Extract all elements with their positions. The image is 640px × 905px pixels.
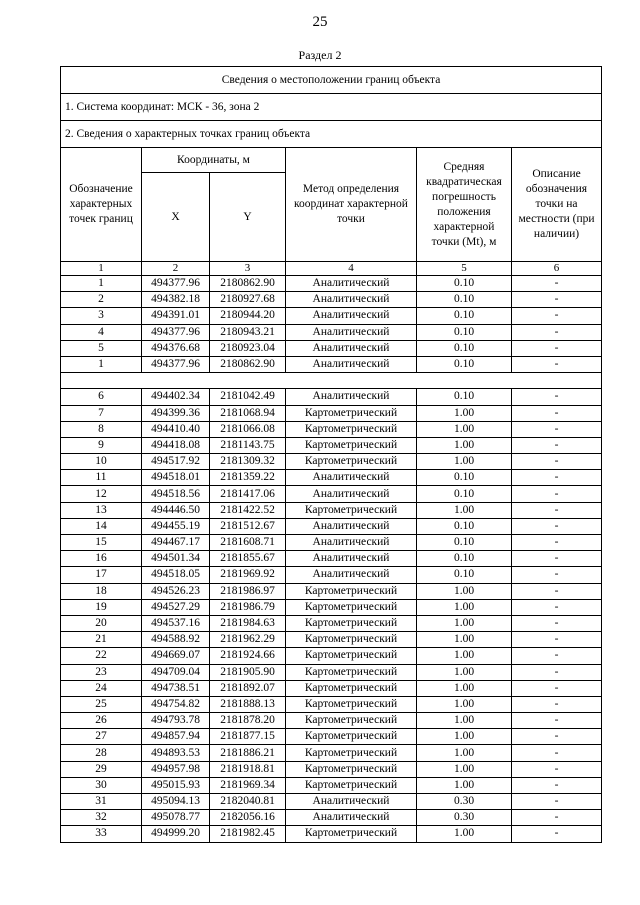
table-row [61,761,602,777]
table-row [61,664,602,680]
coord-y: 2180862.90 [210,356,286,372]
header-x: X [142,173,210,262]
point-number: 20 [61,615,142,631]
method: Картометрический [286,680,417,696]
description: - [512,599,602,615]
coord-x: 494999.20 [142,826,210,842]
point-number: 11 [61,470,142,486]
description: - [512,389,602,405]
point-number: 19 [61,599,142,615]
coord-x: 494669.07 [142,648,210,664]
accuracy: 1.00 [417,761,512,777]
description: - [512,502,602,518]
point-number: 13 [61,502,142,518]
column-number: 6 [512,262,602,276]
coord-y: 2182040.81 [210,794,286,810]
accuracy: 1.00 [417,826,512,842]
coord-x: 494377.96 [142,324,210,340]
coord-x: 494418.08 [142,437,210,453]
method: Аналитический [286,551,417,567]
coord-x: 494526.23 [142,583,210,599]
method: Картометрический [286,632,417,648]
coord-x: 494793.78 [142,713,210,729]
description: - [512,826,602,842]
point-number: 33 [61,826,142,842]
description: - [512,794,602,810]
point-number: 31 [61,794,142,810]
accuracy: 0.10 [417,276,512,292]
method: Картометрический [286,826,417,842]
table-row [61,486,602,502]
accuracy: 0.30 [417,810,512,826]
method: Картометрический [286,437,417,453]
coord-x: 494738.51 [142,680,210,696]
section-title: Раздел 2 [298,48,342,62]
description: - [512,437,602,453]
coord-y: 2181969.34 [210,777,286,793]
description: - [512,810,602,826]
point-number: 23 [61,664,142,680]
coord-y: 2181068.94 [210,405,286,421]
coord-x: 494467.17 [142,535,210,551]
coord-y: 2181878.20 [210,713,286,729]
description: - [512,777,602,793]
table-row [61,437,602,453]
coord-x: 494517.92 [142,454,210,470]
accuracy: 1.00 [417,502,512,518]
method: Картометрический [286,664,417,680]
description: - [512,518,602,534]
table-row [61,777,602,793]
table-row [61,599,602,615]
method: Аналитический [286,810,417,826]
header-error: Средняя квадратическая погрешность положения характерной точки (Mt), м [417,148,512,262]
description: - [512,567,602,583]
header-designation: Обозначение характерных точек границ [61,148,142,262]
table-row [61,615,602,631]
method: Аналитический [286,324,417,340]
coord-x: 494377.96 [142,356,210,372]
coord-y: 2180862.90 [210,276,286,292]
coord-y: 2181877.15 [210,729,286,745]
point-number: 22 [61,648,142,664]
table-row [61,729,602,745]
header-description: Описание обозначения точки на местности (при наличии) [512,148,602,262]
column-number: 2 [142,262,210,276]
point-number: 21 [61,632,142,648]
method: Картометрический [286,583,417,599]
column-number: 1 [61,262,142,276]
table-row [61,551,602,567]
points-heading: 2. Сведения о характерных точках границ объекта [61,121,602,148]
coord-y: 2181143.75 [210,437,286,453]
accuracy: 1.00 [417,632,512,648]
coord-x: 494399.36 [142,405,210,421]
coord-x: 494455.19 [142,518,210,534]
accuracy: 0.10 [417,292,512,308]
point-number: 16 [61,551,142,567]
coord-y: 2180927.68 [210,292,286,308]
point-number: 2 [61,292,142,308]
point-number: 12 [61,486,142,502]
method: Картометрический [286,729,417,745]
table-row [61,518,602,534]
coord-x: 494527.29 [142,599,210,615]
description: - [512,761,602,777]
description: - [512,308,602,324]
coord-x: 494402.34 [142,389,210,405]
point-number: 9 [61,437,142,453]
method: Картометрический [286,615,417,631]
accuracy: 1.00 [417,599,512,615]
coord-y: 2181986.97 [210,583,286,599]
coord-y: 2181608.71 [210,535,286,551]
method: Картометрический [286,648,417,664]
table-row [61,405,602,421]
point-number: 17 [61,567,142,583]
coord-y: 2181417.06 [210,486,286,502]
accuracy: 1.00 [417,696,512,712]
description: - [512,470,602,486]
accuracy: 0.10 [417,340,512,356]
method: Картометрический [286,502,417,518]
description: - [512,648,602,664]
point-number: 29 [61,761,142,777]
accuracy: 0.10 [417,535,512,551]
table-row [61,535,602,551]
table-row [61,276,602,292]
method: Картометрический [286,745,417,761]
description: - [512,551,602,567]
method: Картометрический [286,421,417,437]
coord-x: 494537.16 [142,615,210,631]
coord-x: 494709.04 [142,664,210,680]
accuracy: 1.00 [417,680,512,696]
description: - [512,696,602,712]
description: - [512,713,602,729]
coord-x: 494754.82 [142,696,210,712]
page-number: 25 [312,14,328,30]
accuracy: 1.00 [417,421,512,437]
point-number: 24 [61,680,142,696]
coord-y: 2181512.67 [210,518,286,534]
point-number: 8 [61,421,142,437]
description: - [512,615,602,631]
accuracy: 0.10 [417,551,512,567]
coord-x: 494893.53 [142,745,210,761]
coord-y: 2181905.90 [210,664,286,680]
method: Аналитический [286,794,417,810]
method: Картометрический [286,761,417,777]
table-row [61,680,602,696]
coord-y: 2181309.32 [210,454,286,470]
method: Аналитический [286,340,417,356]
coord-x: 494410.40 [142,421,210,437]
method: Аналитический [286,486,417,502]
point-number: 30 [61,777,142,793]
point-number: 3 [61,308,142,324]
accuracy: 1.00 [417,583,512,599]
table-row [61,745,602,761]
table-row [61,292,602,308]
description: - [512,729,602,745]
column-number: 4 [286,262,417,276]
coord-x: 494446.50 [142,502,210,518]
point-number: 27 [61,729,142,745]
accuracy: 1.00 [417,729,512,745]
table-row [61,696,602,712]
coord-x: 495015.93 [142,777,210,793]
boundary-points-table [60,66,602,843]
accuracy: 0.10 [417,470,512,486]
coord-y: 2181888.13 [210,696,286,712]
table-row [61,324,602,340]
point-number: 1 [61,356,142,372]
method: Картометрический [286,405,417,421]
accuracy: 1.00 [417,777,512,793]
accuracy: 1.00 [417,437,512,453]
coord-y: 2182056.16 [210,810,286,826]
description: - [512,276,602,292]
column-numbers-row [61,262,602,276]
table-row [61,421,602,437]
description: - [512,421,602,437]
point-number: 18 [61,583,142,599]
method: Картометрический [286,454,417,470]
coord-x: 494518.56 [142,486,210,502]
accuracy: 1.00 [417,454,512,470]
coord-y: 2181984.63 [210,615,286,631]
accuracy: 0.10 [417,389,512,405]
table-row [61,810,602,826]
point-number: 4 [61,324,142,340]
description: - [512,340,602,356]
method: Картометрический [286,713,417,729]
description: - [512,405,602,421]
header-method: Метод определения координат характерной точки [286,148,417,262]
table-row [61,356,602,372]
description: - [512,745,602,761]
column-number: 3 [210,262,286,276]
coordinate-system: 1. Система координат: МСК - 36, зона 2 [61,94,602,121]
description: - [512,356,602,372]
description: - [512,583,602,599]
method: Аналитический [286,470,417,486]
method: Аналитический [286,356,417,372]
description: - [512,486,602,502]
coord-x: 494588.92 [142,632,210,648]
description: - [512,454,602,470]
table-row [61,567,602,583]
table-row [61,502,602,518]
method: Аналитический [286,535,417,551]
accuracy: 1.00 [417,405,512,421]
table-row [61,632,602,648]
table-row [61,648,602,664]
accuracy: 0.10 [417,308,512,324]
point-number: 25 [61,696,142,712]
header-coordinates: Координаты, м [142,148,286,173]
coord-y: 2180944.20 [210,308,286,324]
method: Аналитический [286,292,417,308]
coord-y: 2181924.66 [210,648,286,664]
accuracy: 0.10 [417,324,512,340]
accuracy: 0.10 [417,356,512,372]
table-row [61,470,602,486]
point-number: 1 [61,276,142,292]
accuracy: 1.00 [417,745,512,761]
accuracy: 1.00 [417,664,512,680]
description: - [512,535,602,551]
accuracy: 0.10 [417,567,512,583]
coord-y: 2180923.04 [210,340,286,356]
method: Картометрический [286,777,417,793]
accuracy: 1.00 [417,648,512,664]
accuracy: 1.00 [417,615,512,631]
accuracy: 0.10 [417,518,512,534]
table-row [61,794,602,810]
coord-y: 2181066.08 [210,421,286,437]
coord-x: 494376.68 [142,340,210,356]
accuracy: 0.10 [417,486,512,502]
description: - [512,680,602,696]
table-row [61,340,602,356]
coord-x: 494382.18 [142,292,210,308]
coord-x: 494391.01 [142,308,210,324]
point-number: 32 [61,810,142,826]
method: Аналитический [286,567,417,583]
coord-y: 2181982.45 [210,826,286,842]
point-number: 28 [61,745,142,761]
table-row [61,583,602,599]
point-number: 14 [61,518,142,534]
table-row [61,713,602,729]
description: - [512,292,602,308]
table-row [61,308,602,324]
point-number: 10 [61,454,142,470]
table-row [61,826,602,842]
coord-x: 495078.77 [142,810,210,826]
description: - [512,324,602,340]
description: - [512,632,602,648]
coord-y: 2181986.79 [210,599,286,615]
contour-separator-row [61,373,602,389]
coord-y: 2181359.22 [210,470,286,486]
coord-y: 2180943.21 [210,324,286,340]
coord-x: 495094.13 [142,794,210,810]
point-number: 5 [61,340,142,356]
column-number: 5 [417,262,512,276]
table-title: Сведения о местоположении границ объекта [61,67,602,94]
coord-y: 2181855.67 [210,551,286,567]
table-row [61,389,602,405]
method: Аналитический [286,308,417,324]
method: Аналитический [286,276,417,292]
method: Картометрический [286,696,417,712]
description: - [512,664,602,680]
point-number: 26 [61,713,142,729]
accuracy: 1.00 [417,713,512,729]
method: Картометрический [286,599,417,615]
point-number: 7 [61,405,142,421]
coord-y: 2181042.49 [210,389,286,405]
coord-x: 494377.96 [142,276,210,292]
point-number: 6 [61,389,142,405]
coord-x: 494518.01 [142,470,210,486]
coord-x: 494957.98 [142,761,210,777]
method: Аналитический [286,518,417,534]
coord-y: 2181969.92 [210,567,286,583]
coord-x: 494501.34 [142,551,210,567]
coord-y: 2181962.29 [210,632,286,648]
coord-x: 494857.94 [142,729,210,745]
coord-y: 2181892.07 [210,680,286,696]
header-y: Y [210,173,286,262]
coord-x: 494518.05 [142,567,210,583]
coord-y: 2181886.21 [210,745,286,761]
empty-cell [61,373,602,389]
method: Аналитический [286,389,417,405]
table-row [61,454,602,470]
coord-y: 2181918.81 [210,761,286,777]
accuracy: 0.30 [417,794,512,810]
point-number: 15 [61,535,142,551]
coord-y: 2181422.52 [210,502,286,518]
